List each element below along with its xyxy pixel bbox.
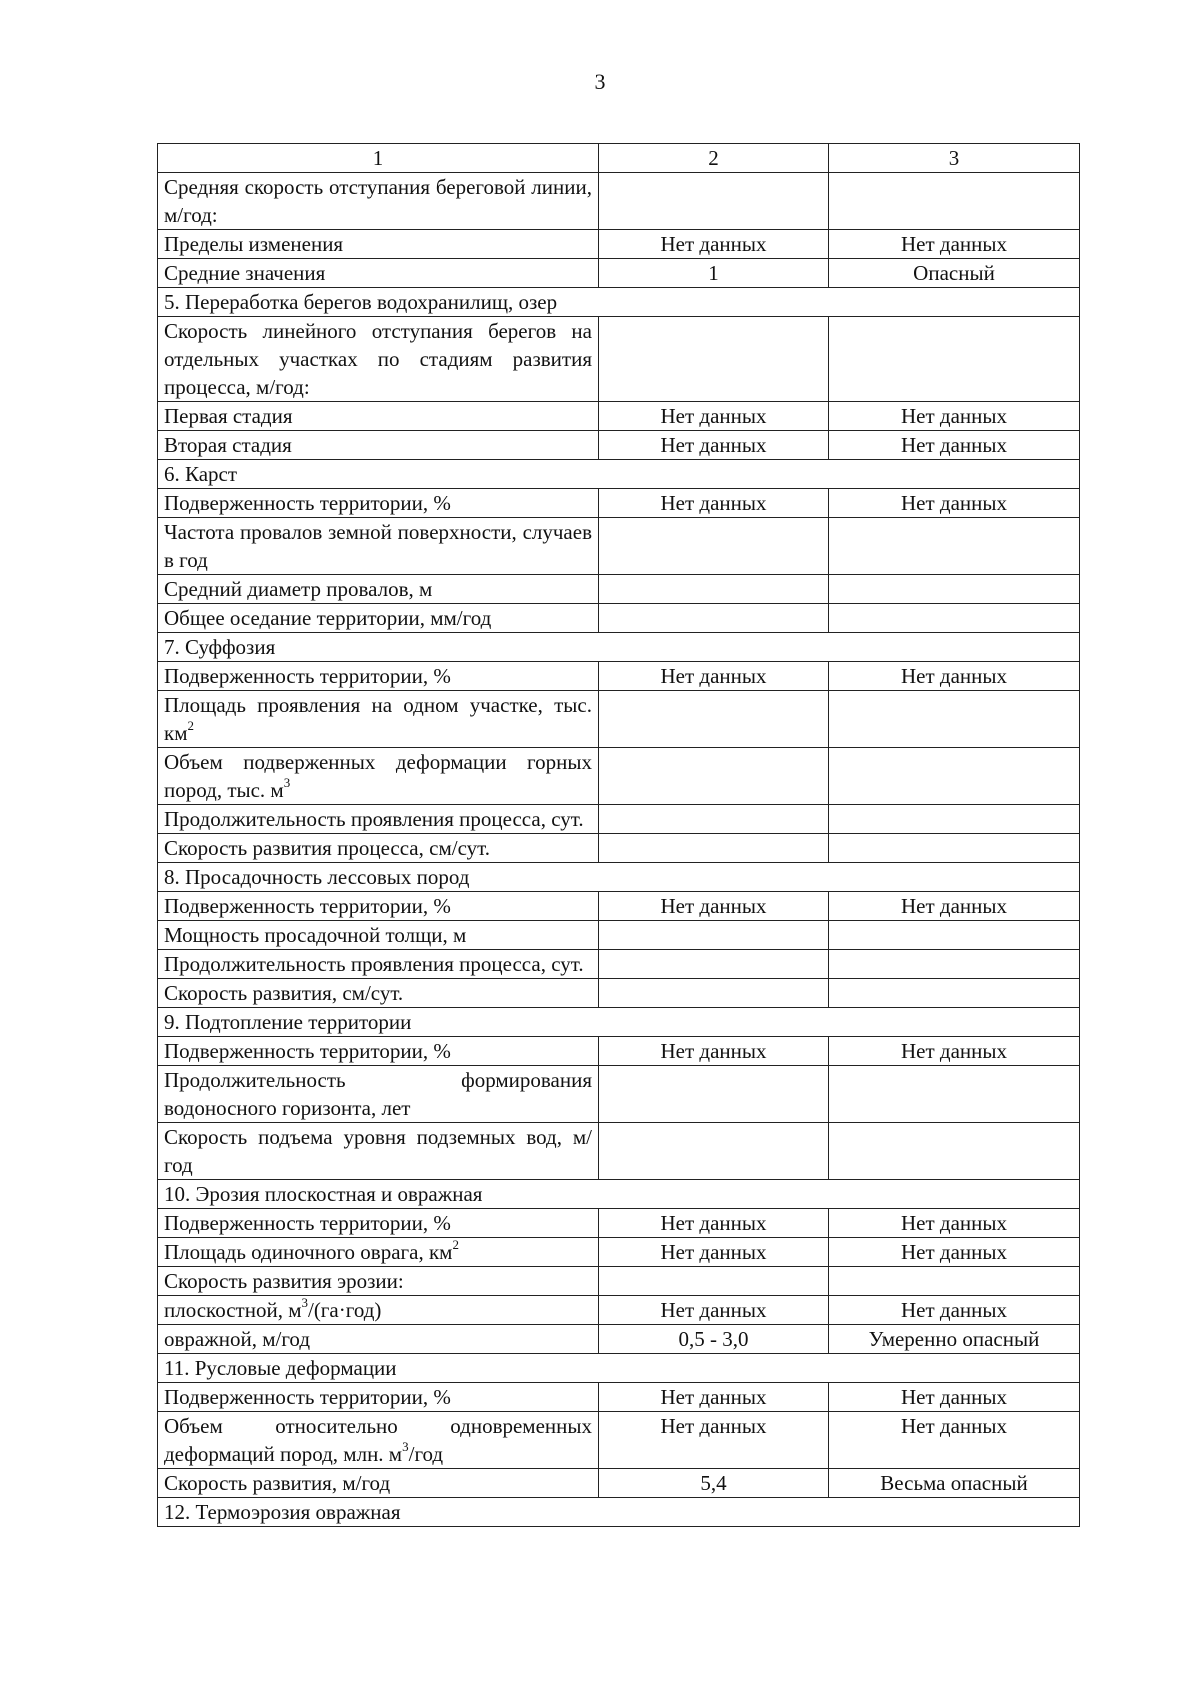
parameter-label: Частота провалов земной поверхности, случаев в год	[164, 520, 592, 572]
table-row	[158, 892, 1080, 921]
parameter-cell	[158, 1325, 599, 1354]
value-cell: 5,4	[599, 1469, 829, 1498]
section-title: 11. Русловые деформации	[158, 1354, 1080, 1383]
column-header-2: 2	[599, 144, 829, 173]
parameter-label: Скорость развития, м/год	[164, 1471, 391, 1495]
assessment-cell: Нет данных	[829, 1238, 1080, 1267]
section-row	[158, 1354, 1080, 1383]
table-row	[158, 1296, 1080, 1325]
parameter-label: Пределы изменения	[164, 232, 344, 256]
value-cell: Нет данных	[599, 892, 829, 921]
parameter-cell	[158, 489, 599, 518]
parameter-cell	[158, 834, 599, 863]
value-cell: 0,5 - 3,0	[599, 1325, 829, 1354]
assessment-cell	[829, 805, 1080, 834]
value-cell: Нет данных	[599, 230, 829, 259]
table-row	[158, 518, 1080, 575]
table-row	[158, 662, 1080, 691]
unit-exponent: 2	[187, 718, 194, 733]
parameter-label: Подверженность территории, %	[164, 1211, 451, 1235]
parameter-label: Средняя скорость отступания береговой линии, м/год:	[164, 175, 592, 227]
parameter-cell	[158, 979, 599, 1008]
parameter-label: Скорость линейного отступания берегов на отдельных участках по стадиям развития процесса, м/год:	[164, 319, 592, 399]
table-row	[158, 259, 1080, 288]
assessment-cell: Опасный	[829, 259, 1080, 288]
assessment-cell: Нет данных	[829, 431, 1080, 460]
value-cell: Нет данных	[599, 1238, 829, 1267]
assessment-cell	[829, 518, 1080, 575]
table-row	[158, 1469, 1080, 1498]
parameter-cell	[158, 575, 599, 604]
section-title: 7. Суффозия	[158, 633, 1080, 662]
hazard-table-body	[158, 144, 1080, 1527]
parameter-cell	[158, 921, 599, 950]
assessment-cell	[829, 691, 1080, 748]
table-row	[158, 1238, 1080, 1267]
assessment-cell	[829, 575, 1080, 604]
parameter-label: Площадь проявления на одном участке, тыс. км	[164, 693, 592, 745]
parameter-label: Скорость подъема уровня подземных вод, м/год	[164, 1125, 592, 1177]
table-row	[158, 805, 1080, 834]
table-header-row	[158, 144, 1080, 173]
unit-exponent: 3	[283, 775, 291, 790]
assessment-cell	[829, 834, 1080, 863]
table-row	[158, 921, 1080, 950]
assessment-cell: Нет данных	[829, 1037, 1080, 1066]
table-row	[158, 979, 1080, 1008]
parameter-cell	[158, 317, 599, 402]
parameter-cell	[158, 431, 599, 460]
table-row	[158, 1037, 1080, 1066]
parameter-label: Средние значения	[164, 261, 326, 285]
value-cell	[599, 805, 829, 834]
parameter-cell	[158, 1469, 599, 1498]
parameter-cell	[158, 518, 599, 575]
table-row	[158, 1412, 1080, 1469]
assessment-cell: Нет данных	[829, 1383, 1080, 1412]
section-title: 5. Переработка берегов водохранилищ, озер	[158, 288, 1080, 317]
section-row	[158, 1180, 1080, 1209]
value-cell: Нет данных	[599, 431, 829, 460]
parameter-label: Объем подверженных деформации горных пород, тыс. м	[164, 750, 592, 802]
parameter-cell	[158, 1123, 599, 1180]
assessment-cell	[829, 979, 1080, 1008]
column-header-1: 1	[158, 144, 599, 173]
value-cell: Нет данных	[599, 1209, 829, 1238]
value-cell	[599, 691, 829, 748]
parameter-cell	[158, 1296, 599, 1325]
unit-exponent: 3	[301, 1295, 308, 1310]
assessment-cell: Умеренно опасный	[829, 1325, 1080, 1354]
parameter-cell	[158, 173, 599, 230]
table-row	[158, 1209, 1080, 1238]
table-row	[158, 691, 1080, 748]
parameter-cell	[158, 950, 599, 979]
parameter-cell	[158, 1412, 599, 1469]
table-row	[158, 431, 1080, 460]
section-title: 6. Карст	[158, 460, 1080, 489]
parameter-label: Первая стадия	[164, 404, 293, 428]
value-cell: Нет данных	[599, 1383, 829, 1412]
parameter-cell	[158, 402, 599, 431]
parameter-label: Скорость развития эрозии:	[164, 1269, 404, 1293]
parameter-label: Площадь одиночного оврага, км	[164, 1240, 453, 1264]
assessment-cell	[829, 1267, 1080, 1296]
assessment-cell: Нет данных	[829, 662, 1080, 691]
parameter-cell	[158, 691, 599, 748]
value-cell	[599, 604, 829, 633]
parameter-label: Подверженность территории, %	[164, 491, 451, 515]
assessment-cell	[829, 604, 1080, 633]
section-row	[158, 863, 1080, 892]
value-cell: Нет данных	[599, 1412, 829, 1469]
parameter-label: Мощность просадочной толщи, м	[164, 923, 467, 947]
assessment-cell	[829, 173, 1080, 230]
parameter-label: Подверженность территории, %	[164, 1039, 451, 1063]
parameter-cell	[158, 259, 599, 288]
unit-exponent: 2	[452, 1237, 459, 1252]
table-row	[158, 748, 1080, 805]
value-cell	[599, 1267, 829, 1296]
assessment-cell	[829, 748, 1080, 805]
assessment-cell: Нет данных	[829, 1296, 1080, 1325]
parameter-label: Скорость развития процесса, см/сут.	[164, 836, 490, 860]
parameter-cell	[158, 1267, 599, 1296]
parameter-label: Продолжительность проявления процесса, сут.	[164, 807, 584, 831]
value-cell: Нет данных	[599, 1296, 829, 1325]
table-row	[158, 317, 1080, 402]
table-row	[158, 604, 1080, 633]
unit-suffix: /год	[408, 1442, 444, 1466]
table-row	[158, 950, 1080, 979]
parameter-cell	[158, 748, 599, 805]
section-title: 12. Термоэрозия овражная	[158, 1498, 1080, 1527]
assessment-cell	[829, 921, 1080, 950]
parameter-cell	[158, 1209, 599, 1238]
table-row	[158, 834, 1080, 863]
value-cell: Нет данных	[599, 402, 829, 431]
unit-exponent: 3	[402, 1439, 409, 1454]
section-row	[158, 1008, 1080, 1037]
table-row	[158, 1267, 1080, 1296]
hazard-table	[157, 143, 1080, 1527]
value-cell	[599, 950, 829, 979]
section-row	[158, 1498, 1080, 1527]
assessment-cell: Нет данных	[829, 892, 1080, 921]
value-cell	[599, 834, 829, 863]
parameter-cell	[158, 662, 599, 691]
parameter-cell	[158, 805, 599, 834]
assessment-cell	[829, 317, 1080, 402]
table-row	[158, 230, 1080, 259]
parameter-label: плоскостной, м	[164, 1298, 302, 1322]
parameter-label: овражной, м/год	[164, 1327, 311, 1351]
section-row	[158, 288, 1080, 317]
page-number: 3	[594, 69, 606, 94]
parameter-label: Вторая стадия	[164, 433, 292, 457]
parameter-label: Общее оседание территории, мм/год	[164, 606, 492, 630]
parameter-cell	[158, 1238, 599, 1267]
value-cell	[599, 173, 829, 230]
unit-suffix: /(га·год)	[307, 1298, 382, 1322]
section-row	[158, 633, 1080, 662]
table-row	[158, 1066, 1080, 1123]
parameter-cell	[158, 1383, 599, 1412]
parameter-label: Объем относительно одновременных деформаций пород, млн. м	[164, 1414, 592, 1466]
value-cell	[599, 1066, 829, 1123]
value-cell	[599, 575, 829, 604]
value-cell	[599, 921, 829, 950]
value-cell	[599, 979, 829, 1008]
assessment-cell	[829, 1066, 1080, 1123]
parameter-label: Средний диаметр провалов, м	[164, 577, 433, 601]
parameter-label: Подверженность территории, %	[164, 894, 451, 918]
assessment-cell: Нет данных	[829, 402, 1080, 431]
value-cell: Нет данных	[599, 489, 829, 518]
parameter-label: Скорость развития, см/сут.	[164, 981, 404, 1005]
parameter-cell	[158, 604, 599, 633]
table-row	[158, 1325, 1080, 1354]
table-row	[158, 489, 1080, 518]
assessment-cell: Нет данных	[829, 1209, 1080, 1238]
parameter-label: Продолжительность формирования водоносного горизонта, лет	[164, 1068, 592, 1120]
parameter-cell	[158, 230, 599, 259]
table-row	[158, 1383, 1080, 1412]
table-row	[158, 402, 1080, 431]
assessment-cell: Весьма опасный	[829, 1469, 1080, 1498]
parameter-cell	[158, 1066, 599, 1123]
parameter-label: Подверженность территории, %	[164, 664, 451, 688]
table-row	[158, 1123, 1080, 1180]
parameter-label: Продолжительность проявления процесса, сут.	[164, 952, 584, 976]
table-row	[158, 173, 1080, 230]
section-title: 10. Эрозия плоскостная и овражная	[158, 1180, 1080, 1209]
assessment-cell: Нет данных	[829, 489, 1080, 518]
assessment-cell: Нет данных	[829, 1412, 1080, 1469]
column-header-3: 3	[829, 144, 1080, 173]
value-cell	[599, 518, 829, 575]
assessment-cell	[829, 950, 1080, 979]
parameter-label: Подверженность территории, %	[164, 1385, 451, 1409]
assessment-cell: Нет данных	[829, 230, 1080, 259]
value-cell: Нет данных	[599, 662, 829, 691]
section-row	[158, 460, 1080, 489]
parameter-cell	[158, 1037, 599, 1066]
value-cell: 1	[599, 259, 829, 288]
value-cell: Нет данных	[599, 1037, 829, 1066]
value-cell	[599, 748, 829, 805]
table-row	[158, 575, 1080, 604]
section-title: 8. Просадочность лессовых пород	[158, 863, 1080, 892]
value-cell	[599, 317, 829, 402]
section-title: 9. Подтопление территории	[158, 1008, 1080, 1037]
parameter-cell	[158, 892, 599, 921]
value-cell	[599, 1123, 829, 1180]
assessment-cell	[829, 1123, 1080, 1180]
